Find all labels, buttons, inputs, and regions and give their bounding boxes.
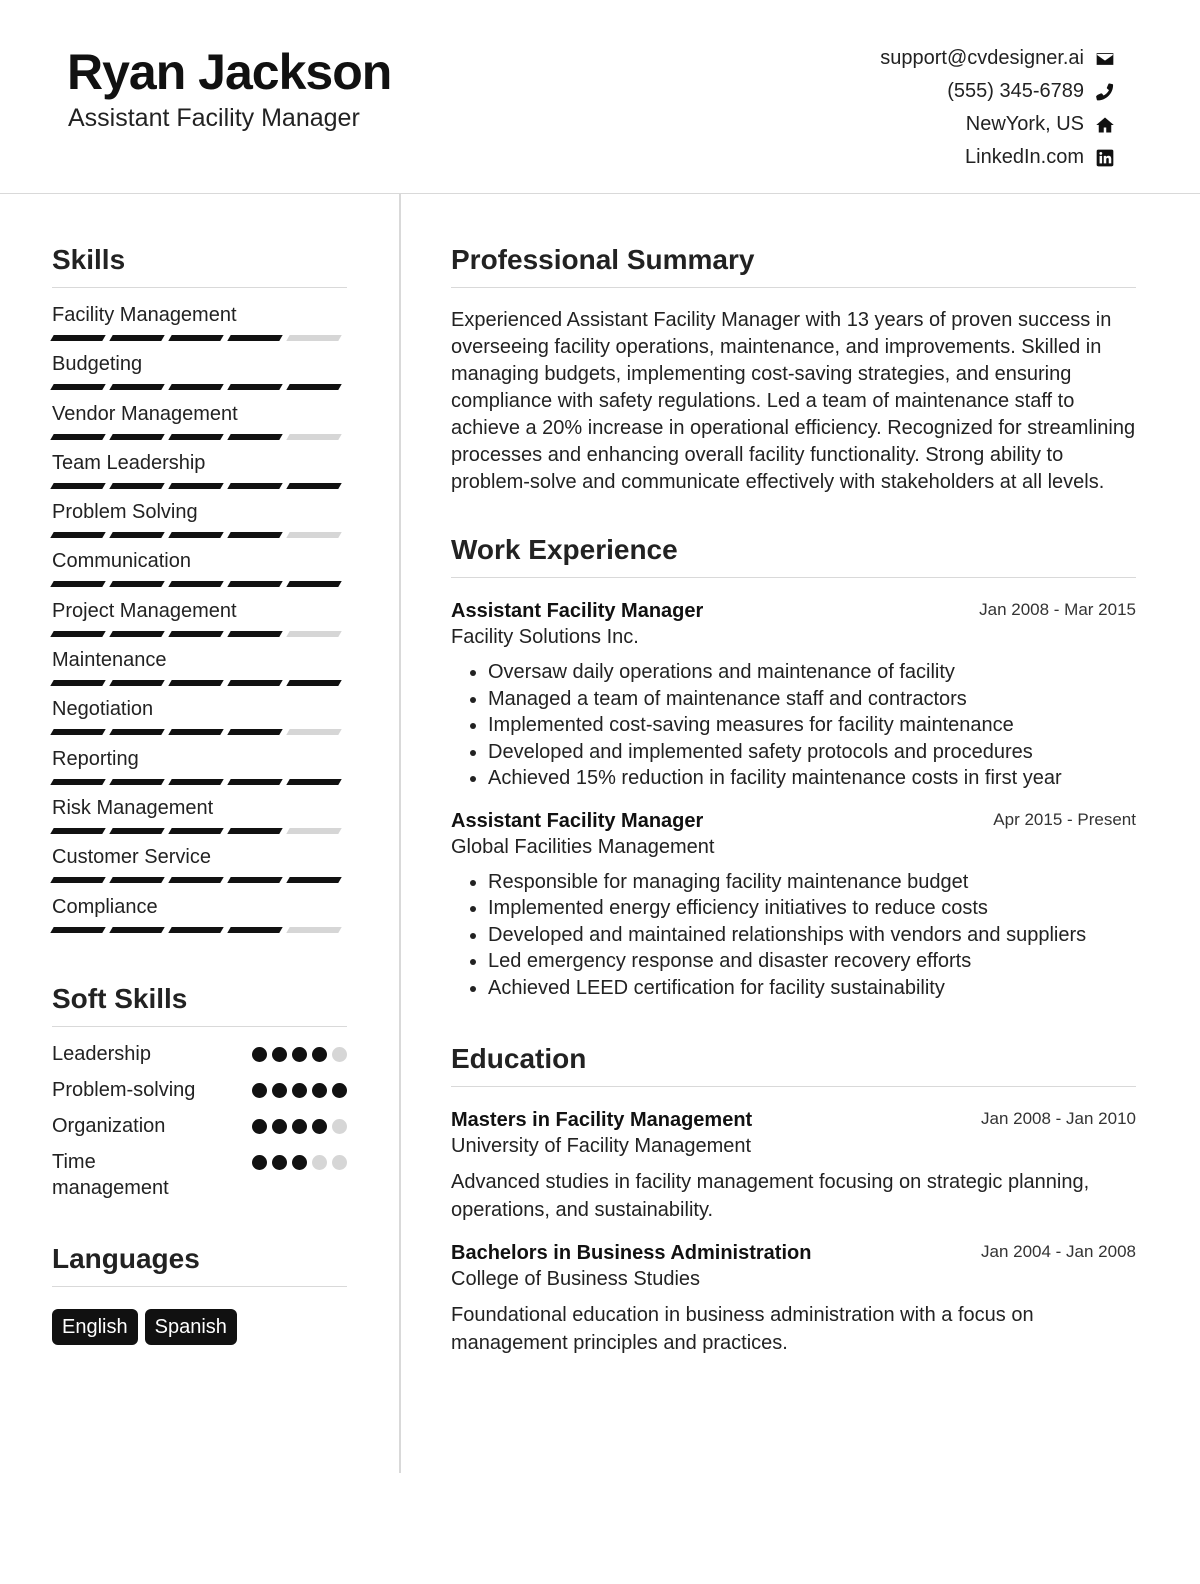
rating-dot — [272, 1083, 287, 1098]
skill-level-segment — [50, 631, 105, 637]
job-bullets — [451, 869, 1136, 1002]
skill-level-segment — [109, 581, 164, 587]
skill-name: Facility Management — [52, 304, 237, 326]
skill-level-segment — [109, 877, 164, 883]
job-bullet: • Developed and implemented safety protocols and procedures — [488, 739, 1136, 766]
skill-row — [52, 795, 347, 844]
job-bullet: • Implemented energy efficiency initiatives to reduce costs — [488, 895, 1136, 922]
skill-level-segment — [50, 532, 105, 538]
summary-heading: Professional Summary — [451, 240, 1136, 288]
skill-level-segment — [168, 828, 223, 834]
skill-level-segment — [50, 877, 105, 883]
skill-level-segment — [168, 483, 223, 489]
skill-level-segment — [168, 581, 223, 587]
education-entry — [451, 1107, 1136, 1224]
skill-level-segment — [168, 335, 223, 341]
skill-level-segment — [168, 877, 223, 883]
skill-name: Budgeting — [52, 353, 143, 376]
skill-level-segment — [286, 631, 341, 637]
left-column — [52, 240, 347, 1345]
skill-level-segment — [286, 483, 341, 489]
skill-level-bar — [52, 631, 347, 637]
rating-dot — [292, 1047, 307, 1062]
skill-level-segment — [227, 335, 282, 341]
contact-phone[interactable] — [696, 75, 1116, 108]
skill-level-segment — [50, 779, 105, 785]
skill-level-bar — [52, 532, 347, 538]
skill-level-segment — [50, 483, 105, 489]
company-name: Facility Solutions Inc. — [451, 626, 639, 648]
skill-level-segment — [227, 680, 282, 686]
skill-level-segment — [168, 532, 223, 538]
soft-skill-row — [52, 1077, 347, 1103]
skill-level-segment — [286, 828, 341, 834]
skill-name: Negotiation — [52, 698, 154, 721]
skill-level-segment — [227, 581, 282, 587]
job-dates: Apr 2015 - Present — [993, 809, 1136, 829]
job-bullet: • Achieved LEED certification for facility sustainability — [488, 975, 1136, 1002]
soft-skill-row — [52, 1041, 347, 1067]
contact-location-text: NewYork, US — [965, 113, 1084, 135]
languages-list — [52, 1287, 347, 1345]
skill-row — [52, 302, 347, 351]
skill-row — [52, 450, 347, 499]
skill-level-bar — [52, 779, 347, 785]
degree-title: Bachelors in Business Administration — [451, 1242, 812, 1264]
skill-level-bar — [52, 581, 347, 587]
skill-level-bar — [52, 483, 347, 489]
skill-level-segment — [286, 729, 341, 735]
skill-level-segment — [286, 927, 341, 933]
soft-skill-rating — [252, 1149, 347, 1170]
skill-level-bar — [52, 927, 347, 933]
soft-skill-rating — [252, 1041, 347, 1062]
skill-name: Maintenance — [52, 649, 167, 672]
skill-row — [52, 696, 347, 745]
experience-entry — [451, 598, 1136, 792]
candidate-title: Assistant Facility Manager — [68, 104, 360, 132]
company-name: Global Facilities Management — [451, 835, 715, 858]
education-description: Advanced studies in facility management focusing on strategic planning, operations, and sustainability. — [451, 1171, 1090, 1221]
contact-location — [696, 108, 1116, 141]
skill-level-segment — [168, 729, 223, 735]
skill-level-segment — [227, 927, 282, 933]
skill-row — [52, 401, 347, 450]
experience-entry — [451, 808, 1136, 1002]
column-divider — [399, 193, 401, 1473]
skill-level-segment — [50, 384, 105, 390]
skill-row — [52, 746, 347, 795]
skill-row — [52, 351, 347, 400]
rating-dot — [312, 1083, 327, 1098]
job-bullet: • Managed a team of maintenance staff and contractors — [488, 686, 1136, 713]
skill-name: Reporting — [52, 747, 139, 770]
education-entry — [451, 1240, 1136, 1357]
job-dates: Jan 2008 - Mar 2015 — [979, 600, 1136, 619]
skill-level-segment — [109, 779, 164, 785]
education-dates: Jan 2004 - Jan 2008 — [980, 1242, 1136, 1261]
skill-name: Project Management — [52, 599, 237, 622]
soft-skills-section — [52, 979, 347, 1201]
contact-email[interactable] — [696, 42, 1116, 75]
skill-name: Problem Solving — [52, 501, 198, 524]
skill-level-bar — [52, 877, 347, 883]
skill-level-segment — [109, 729, 164, 735]
skill-level-segment — [168, 927, 223, 933]
job-bullet: • Developed and maintained relationships with vendors and suppliers — [488, 922, 1136, 949]
skill-level-segment — [286, 680, 341, 686]
skill-level-segment — [50, 434, 105, 440]
home-icon — [1094, 114, 1116, 136]
soft-skills-list — [52, 1027, 347, 1201]
skill-level-segment — [227, 779, 282, 785]
skill-level-segment — [50, 335, 105, 341]
skill-name: Customer Service — [52, 846, 211, 869]
skill-level-segment — [50, 828, 105, 834]
skill-row — [52, 598, 347, 647]
skill-level-segment — [286, 335, 341, 341]
skill-level-segment — [168, 434, 223, 440]
soft-skill-name: Problem-solving — [52, 1078, 196, 1101]
linkedin-icon — [1094, 147, 1116, 169]
skill-row — [52, 548, 347, 597]
job-title: Assistant Facility Manager — [451, 600, 704, 622]
skill-level-segment — [286, 434, 341, 440]
languages-heading: Languages — [52, 1239, 347, 1287]
skill-name: Team Leadership — [52, 451, 206, 474]
resume-header — [0, 0, 1200, 194]
right-column — [451, 240, 1136, 1357]
rating-dot — [332, 1155, 347, 1170]
skill-level-segment — [168, 384, 223, 390]
language-badge: English — [52, 1309, 138, 1345]
rating-dot — [252, 1047, 267, 1062]
skill-name: Communication — [52, 550, 191, 573]
skill-level-segment — [109, 828, 164, 834]
soft-skill-name: Time management — [52, 1150, 169, 1199]
skill-level-segment — [168, 779, 223, 785]
summary-text: Experienced Assistant Facility Manager with 13 years of proven success in overseeing facility operations, maintenance, and improvements. Skilled in managing budgets, implementing cost-saving strategies, and ensuring compliance with safety regulations. Led a team of maintenance staff to achieve a 20% increase in operational efficiency. Recognized for streamlining processes and enhancing overall facility functionality. Strong ability to problem-solve and communicate effectively with stakeholders at all levels. — [451, 309, 1136, 493]
skill-level-bar — [52, 680, 347, 686]
skill-level-segment — [109, 680, 164, 686]
job-bullet: • Implemented cost-saving measures for facility maintenance — [488, 712, 1136, 739]
soft-skill-rating — [252, 1113, 347, 1134]
experience-heading: Work Experience — [451, 530, 1136, 578]
skill-level-segment — [286, 581, 341, 587]
skill-level-segment — [227, 828, 282, 834]
degree-title: Masters in Facility Management — [451, 1109, 753, 1131]
contact-linkedin[interactable] — [696, 141, 1116, 174]
skill-level-bar — [52, 828, 347, 834]
skill-row — [52, 894, 347, 943]
skill-row — [52, 844, 347, 893]
soft-skill-name: Leadership — [52, 1042, 151, 1065]
rating-dot — [312, 1119, 327, 1134]
skill-level-segment — [168, 680, 223, 686]
skill-level-segment — [286, 779, 341, 785]
skill-level-segment — [286, 384, 341, 390]
skill-level-segment — [227, 483, 282, 489]
job-bullet: • Led emergency response and disaster recovery efforts — [488, 948, 1136, 975]
rating-dot — [252, 1083, 267, 1098]
contact-email-text: support@cvdesigner.ai — [880, 47, 1084, 69]
skill-row — [52, 647, 347, 696]
skill-level-segment — [109, 384, 164, 390]
candidate-name: Ryan Jackson — [67, 44, 392, 100]
rating-dot — [272, 1155, 287, 1170]
skill-level-bar — [52, 434, 347, 440]
soft-skill-rating — [252, 1077, 347, 1098]
skill-level-segment — [286, 532, 341, 538]
contact-phone-text: (555) 345-6789 — [947, 80, 1084, 102]
skills-heading: Skills — [52, 240, 347, 288]
skill-level-segment — [109, 631, 164, 637]
rating-dot — [292, 1155, 307, 1170]
skill-level-segment — [109, 483, 164, 489]
rating-dot — [292, 1083, 307, 1098]
skill-level-segment — [50, 581, 105, 587]
skill-level-segment — [109, 927, 164, 933]
job-bullet: • Responsible for managing facility maintenance budget — [488, 869, 1136, 896]
envelope-icon — [1094, 48, 1116, 70]
rating-dot — [312, 1047, 327, 1062]
contact-linkedin-text: LinkedIn.com — [965, 146, 1084, 168]
soft-skill-row — [52, 1149, 347, 1201]
education-heading: Education — [451, 1039, 1136, 1087]
skill-level-segment — [227, 532, 282, 538]
skills-list — [52, 288, 347, 943]
skill-level-segment — [227, 729, 282, 735]
rating-dot — [332, 1083, 347, 1098]
rating-dot — [312, 1155, 327, 1170]
rating-dot — [252, 1119, 267, 1134]
job-title: Assistant Facility Manager — [451, 809, 704, 832]
skill-level-bar — [52, 384, 347, 390]
summary-section — [451, 240, 1136, 496]
skill-level-segment — [109, 532, 164, 538]
skill-level-segment — [227, 631, 282, 637]
skill-level-segment — [227, 434, 282, 440]
skill-name: Compliance — [52, 895, 158, 918]
language-badge: Spanish — [145, 1309, 237, 1345]
skill-name: Risk Management — [52, 796, 214, 819]
education-dates: Jan 2008 - Jan 2010 — [980, 1109, 1136, 1128]
skill-level-segment — [227, 384, 282, 390]
contact-list — [696, 42, 1116, 174]
skill-level-segment — [109, 335, 164, 341]
school-name: University of Facility Management — [451, 1135, 752, 1157]
rating-dot — [292, 1119, 307, 1134]
rating-dot — [252, 1155, 267, 1170]
phone-icon — [1094, 81, 1116, 103]
skill-level-bar — [52, 335, 347, 341]
job-bullet: • Achieved 15% reduction in facility maintenance costs in first year — [488, 765, 1136, 792]
experience-section — [451, 530, 1136, 1001]
skill-level-segment — [168, 631, 223, 637]
skill-level-segment — [286, 877, 341, 883]
skill-level-segment — [50, 927, 105, 933]
skill-level-segment — [227, 877, 282, 883]
soft-skill-name: Organization — [52, 1114, 166, 1137]
school-name: College of Business Studies — [451, 1268, 701, 1290]
rating-dot — [272, 1047, 287, 1062]
skill-level-bar — [52, 729, 347, 735]
rating-dot — [332, 1047, 347, 1062]
skill-level-segment — [50, 729, 105, 735]
skill-name: Vendor Management — [52, 402, 238, 425]
job-bullet: • Oversaw daily operations and maintenance of facility — [488, 659, 1136, 686]
skill-level-segment — [50, 680, 105, 686]
soft-skills-heading: Soft Skills — [52, 979, 347, 1027]
soft-skill-row — [52, 1113, 347, 1139]
job-bullets — [451, 659, 1136, 792]
rating-dot — [332, 1119, 347, 1134]
education-description: Foundational education in business administration with a focus on management principles and practices. — [451, 1304, 1034, 1354]
languages-section — [52, 1239, 347, 1345]
skill-level-segment — [109, 434, 164, 440]
skill-row — [52, 499, 347, 548]
education-section — [451, 1039, 1136, 1357]
rating-dot — [272, 1119, 287, 1134]
